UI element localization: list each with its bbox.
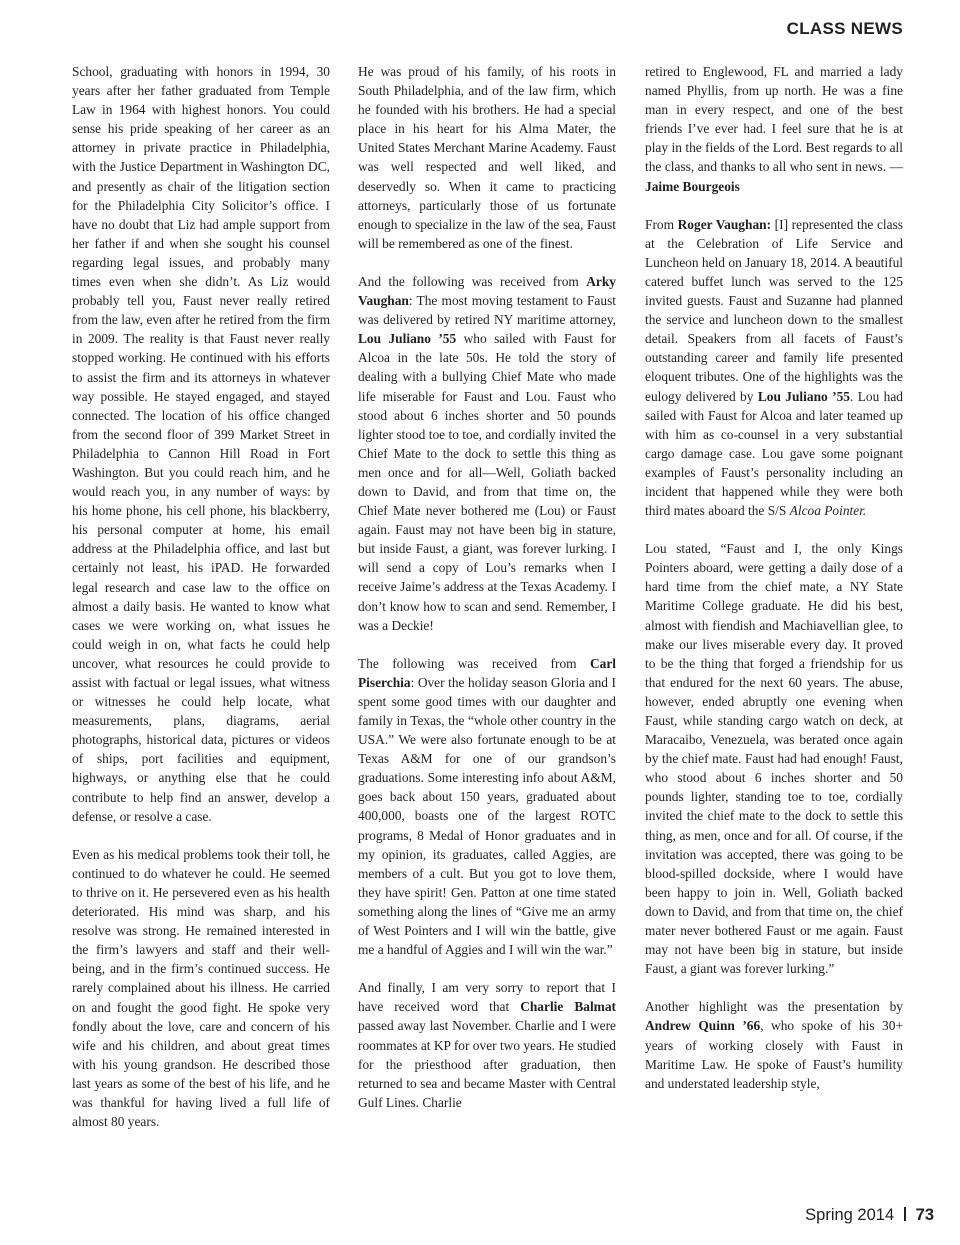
text-run: Another highlight was the presentation by (645, 999, 903, 1015)
signature-jaime-bourgeois: Jaime Bourgeois (645, 178, 740, 194)
paragraph (645, 215, 903, 521)
paragraph (358, 978, 616, 1112)
text-run: passed away last November. Charlie and I were roommates at KP for over two years. He studied for the priesthood after graduation, then returned to sea and became Master with Central Gulf Lines. Charlie (358, 1018, 616, 1110)
name-lou-juliano: Lou Juliano ’55 (358, 331, 457, 347)
name-arky-vaughan: Arky Vaughan (358, 273, 616, 309)
page-footer (805, 1206, 934, 1225)
text-run: . Lou had sailed with Faust for Alcoa and later teamed up with him as co-counsel in a very substantial cargo damage case. Lou gave some poignant examples of Faust’s personality including an incident that happened while they were both third mates aboard the S/S (645, 388, 904, 519)
name-roger-vaughan: Roger Vaughan: (677, 216, 772, 232)
column-3 (645, 62, 903, 1093)
page-number: 73 (915, 1206, 934, 1224)
text-run: : Over the holiday season Gloria and I spent some good times with our daughter and family in Texas, the “whole other country in the USA.” We were also fortunate enough to be at Texas A&M for one of our grandson’s graduations. Some interesting info about A&M, goes back about 150 years, graduated about 400,000, boasts one of the largest ROTC programs, 8 Medal of Honor graduates and in my opinion, its graduates, called Aggies, are members of a cult. But you got to love them, they have spirit! Gen. Patton at one time stated something along the lines of “Give me an army of West Pointers and I will win the battle, give me a handful of Aggies and I will win the war.” (358, 674, 616, 958)
text-run: , who spoke of his 30+ years of working closely with Faust in Maritime Law. He spoke of Faust’s humility and understated leadership style, (645, 1018, 903, 1091)
paragraph: School, graduating with honors in 1994, 30 years after her father graduated from Temple Law in 1964 with highest honors. You could sense his pride speaking of her career as an attorney in private practice in Philadelphia, with the Justice Department in Washington DC, and presently as chair of the litigation section for the Philadelphia City Solicitor’s office. I have no doubt that Liz had ample support from her father if and when she sought his counsel regarding legal issues, and probably many times even when she didn’t. As Liz would probably tell you, Faust never really retired from the law, even after he retired from the firm in 2009. The reality is that Faust never really stopped working. He continued with his efforts to assist the firm and its attorneys in whatever way possible. He stayed engaged, and stayed connected. The location of his office changed from the second floor of 399 Market Street in Philadelphia to Cannon Hill Road in Fort Washington. But you could reach him, and he would reach you, in any number of ways: by his home phone, his cell phone, his blackberry, his personal computer at home, his email address at the Philadelphia office, and last but certainly not least, his iPAD. He forwarded legal research and case law to the office on almost a daily basis. He wanted to know what cases we were working on, what issues he could weigh in on, what facts he could help uncover, what resources he could provide to assist with factual or legal issues, what witness or witnesses he could help locate, what measurements, plans, diagrams, aerial photographs, historical data, pictures or videos of ships, port facilities and equipment, highways, or anything else that he could contribute to help find an answer, develop a defense, or resolve a case. (72, 64, 330, 824)
paragraph (358, 272, 616, 635)
name-carl-piserchia: Carl Piserchia (358, 655, 616, 690)
text-run: who sailed with Faust for Alcoa in the late 50s. He told the story of dealing with a bullying Chief Mate who made life miserable for Faust and Lou. Faust who stood about 6 inches shorter and 50 pounds lighter stood toe to toe, and cordially invited the Chief Mate to the dock to settle this thing as men once and for all—Well, Goliath backed down to David, and from that time on, the Chief Mate never bothered me (Lou) or Faust again. Faust may not have been big in stature, but inside Faust, a giant, was forever lurking. I will send a copy of Lou’s remarks when I receive Jaime’s address at the Texas Academy. I don’t know how to scan and send. Remember, I was a Deckie! (358, 331, 616, 633)
footer-separator (904, 1207, 906, 1221)
text-run: : The most moving testament to Faust was delivered by retired NY maritime attorney, (358, 293, 616, 328)
name-andrew-quinn: Andrew Quinn ’66 (645, 1018, 761, 1034)
section-title: CLASS NEWS (786, 19, 903, 38)
name-charlie-balmat: Charlie Balmat (520, 999, 616, 1015)
paragraph: He was proud of his family, of his roots in South Philadelphia, and of the law firm, which he founded with his brothers. He had a special place in his heart for his Alma Mater, the United States Merchant Marine Academy. Faust was well respected and well liked, and deservedly so. When it came to practicing attorneys, particularly those of us fortunate enough to specialize in the law of the sea, Faust will be remembered as one of the finest. (358, 64, 616, 251)
paragraph (645, 997, 903, 1092)
text-run: From (645, 216, 678, 232)
text-run: The following was received from (358, 655, 590, 671)
name-lou-juliano: Lou Juliano ’55 (757, 388, 850, 404)
paragraph (645, 62, 903, 196)
paragraph: Even as his medical problems took their toll, he continued to do whatever he could. He seemed to thrive on it. He persevered even as his health deteriorated. His mind was sharp, and his resolve was strong. He remained interested in the firm’s lawyers and staff and their well-being, and in the firm’s continued success. He rarely complained about his illness. He carried on and fought the good fight. He spoke very fondly about the love, care and concern of his wife and his children, and about great times with his young grandson. He described those last years as some of the best of his life, and he was thankful for having lived a full life of almost 80 years. (72, 846, 330, 1130)
paragraph (358, 654, 616, 960)
column-1 (72, 62, 330, 1131)
column-2 (358, 62, 616, 1112)
text-run: [I] represented the class at the Celebration of Life Service and Luncheon held on January 18, 2014. A beautiful catered buffet lunch was served to the 125 invited guests. Faust and Suzanne had planned the service and luncheon down to the smallest detail. Speakers from all facets of Faust’s outstanding career and family life presented eloquent tributes. One of the highlights was the eulogy delivered by (645, 216, 904, 404)
ship-name: Alcoa Pointer. (789, 503, 867, 519)
paragraph: Lou stated, “Faust and I, the only Kings Pointers aboard, were getting a daily dose of a hard time from the chief mate, a NY State Maritime College graduate. He did his best, almost with fiendish and Machiavellian glee, to make our lives miserable every day. It proved to be the thing that forged a friendship for us that endured for the next 60 years. The abuse, however, ended abruptly one evening when Faust, while standing cargo watch on deck, at Maracaibo, Venezuela, was berated once again by the chief mate. Faust had had enough! Faust, who stood about 6 inches shorter and 50 pounds lighter, standing toe to toe, cordially invited the chief mate to the dock to settle this thing, as men, once and for all. Of course, if the invitation was accepted, there was going to be blood-spilled dockside, where I would have been happy to join in. Well, Goliath backed down to David, and from that time on, the chief mater never bothered Faust or me again. Faust may not have been big in stature, but inside Faust, a giant was forever lurking.” (645, 541, 903, 977)
text-run: retired to Englewood, FL and married a lady named Phyllis, from up north. He was a fine man in every respect, and one of the best friends I’ve ever had. I feel sure that he is at play in the fields of the Lord. Best regards to all the class, and thanks to all who sent in news. — (645, 64, 903, 175)
text-run: And finally, I am very sorry to report that I have received word that (358, 980, 616, 1015)
issue-label: Spring 2014 (805, 1206, 895, 1224)
text-run: And the following was received from (358, 273, 587, 289)
